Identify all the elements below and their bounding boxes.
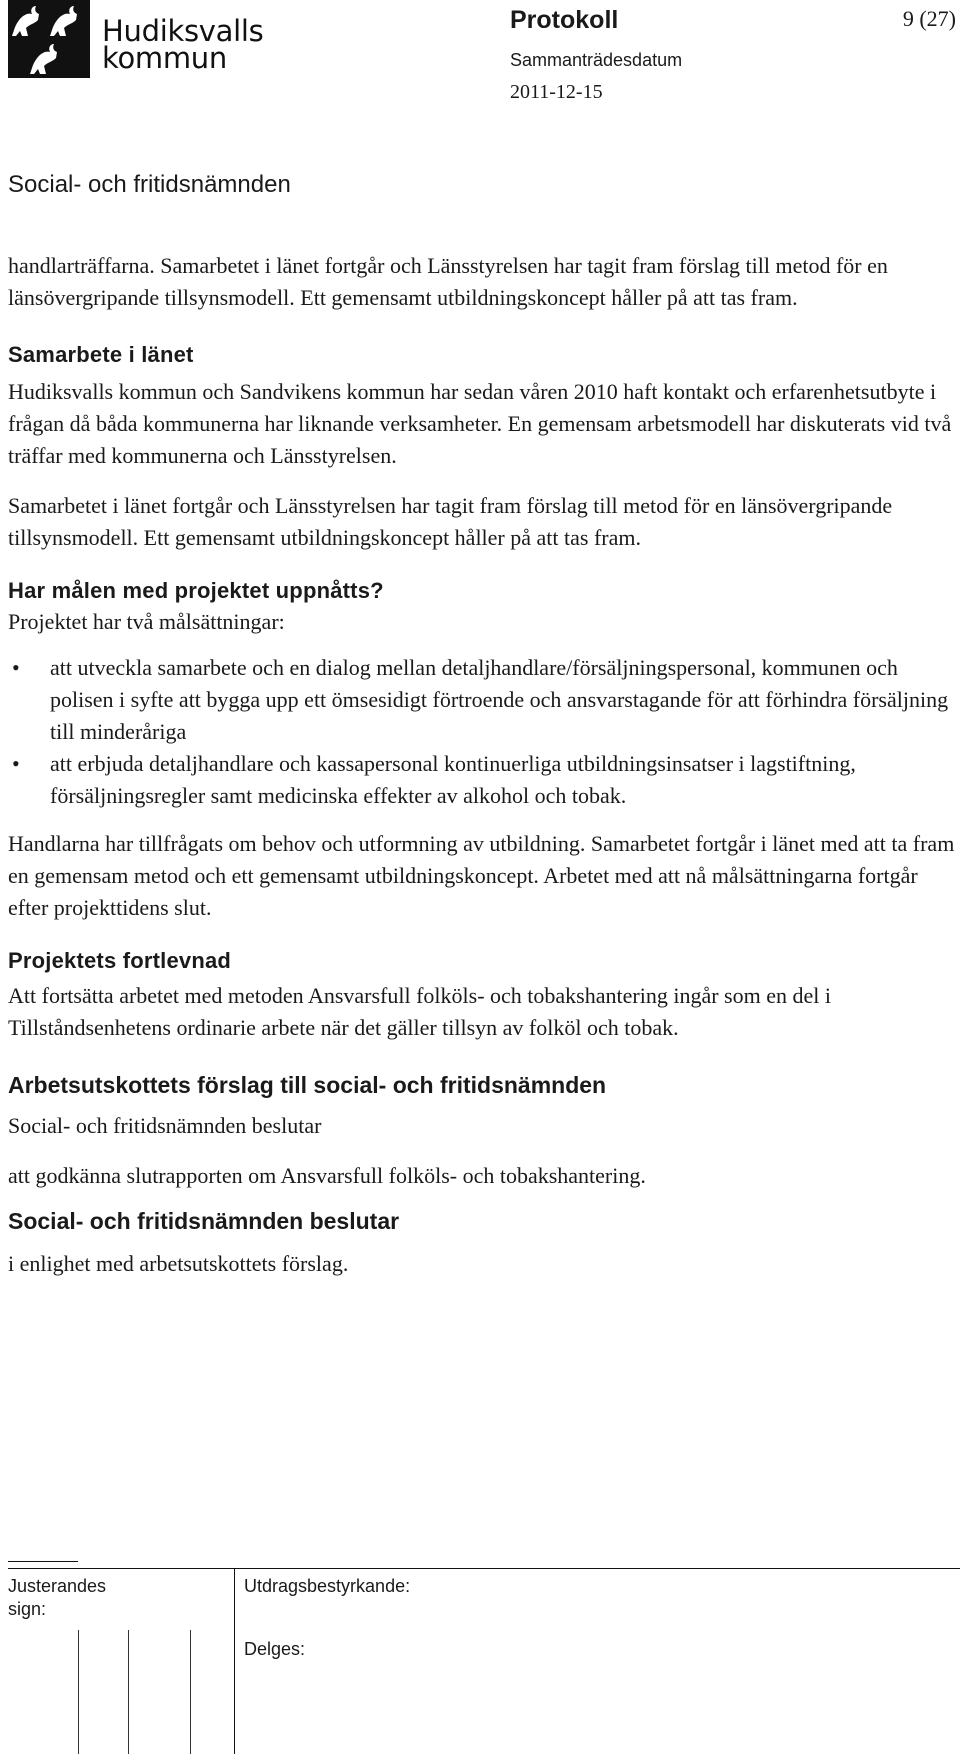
list-item [8,652,956,748]
goal-1: att utveckla samarbete och en dialog mellan detaljhandlare/försäljningspersonal, kommunen och polisen i syfte att bygga upp ett ömsesidigt förtroende och ansvarstagande för att förhindra försäljning till minderåriga [50,655,949,744]
samarbete-paragraph-2: Samarbetet i länet fortgår och Länsstyrelsen har tagit fram förslag till metod för en länsövergripande tillsynsmodell. Ett gemensamt utbildningskoncept håller på att tas fram. [8,493,893,550]
utdragsbestyrkande-label: Utdragsbestyrkande: [244,1576,411,1596]
protocol-body [8,250,956,1280]
bullet-icon: • [12,655,20,680]
heading-malen: Har målen med projektet uppnåtts? [8,578,384,603]
malen-intro: Projektet har två målsättningar: [8,609,285,634]
goat-crest-icon [8,0,90,78]
forslag-line-2: att godkänna slutrapporten om Ansvarsfull folköls- och tobakshantering. [8,1163,646,1188]
intro-paragraph: handlarträffarna. Samarbetet i länet fortgår och Länsstyrelsen har tagit fram förslag till metod för en länsövergripande tillsynsmodell. Ett gemensamt utbildningskoncept håller på att tas fram. [8,253,888,310]
document-title: Protokoll [510,6,619,34]
signature-rule [8,1568,960,1569]
logo-line-2: kommun [102,41,227,75]
forslag-line-1: Social- och fritidsnämnden beslutar [8,1113,322,1138]
signature-box-line-2 [128,1630,129,1754]
logo-wordmark [102,14,264,75]
signature-divider [234,1568,235,1754]
footnote-rule [8,1561,78,1562]
meeting-date: 2011-12-15 [510,81,603,103]
justerandes-sign-label: Justerandes sign: [8,1576,107,1619]
delges-label: Delges: [244,1639,306,1659]
committee-name: Social- och fritidsnämnden [8,171,291,198]
signature-box-line-1 [78,1630,79,1754]
beslut-line-1: i enlighet med arbetsutskottets förslag. [8,1251,349,1276]
list-item [8,748,956,812]
samarbete-paragraph-1: Hudiksvalls kommun och Sandvikens kommun har sedan våren 2010 haft kontakt och erfarenhetsutbyte i frågan då båda kommunerna har liknande verksamheter. En gemensam arbetsmodell har diskuterats vid två träffar med kommunerna och Länsstyrelsen. [8,379,952,468]
goals-list [8,652,956,812]
heading-fortlevnad: Projektets fortlevnad [8,948,232,973]
goal-2: att erbjuda detaljhandlare och kassapersonal kontinuerliga utbildningsinsatser i lagstiftning, försäljningsregler samt medicinska effekter av alkohol och tobak. [50,751,856,808]
meeting-date-label: Sammanträdesdatum [510,50,683,70]
logo-line-1: Hudiksvalls [102,14,264,48]
heading-beslut: Social- och fritidsnämnden beslutar [8,1208,400,1234]
fortlevnad-paragraph: Att fortsätta arbetet med metoden Ansvarsfull folköls- och tobakshantering ingår som en del i Tillståndsenhetens ordinarie arbete när det gäller tillsyn av folköl och tobak. [8,983,831,1040]
bullet-icon: • [12,751,20,776]
signature-box-line-3 [190,1630,191,1754]
malen-closing: Handlarna har tillfrågats om behov och utformning av utbildning. Samarbetet fortgår i länet med att ta fram en gemensam metod och ett gemensamt utbildningskoncept. Arbetet med att nå målsättningarna fortgår efter projekttidens slut. [8,831,955,920]
heading-samarbete: Samarbete i länet [8,342,194,367]
municipality-logo [8,0,264,80]
heading-forslag: Arbetsutskottets förslag till social- och fritidsnämnden [8,1072,607,1098]
page-number: 9 (27) [902,6,956,31]
